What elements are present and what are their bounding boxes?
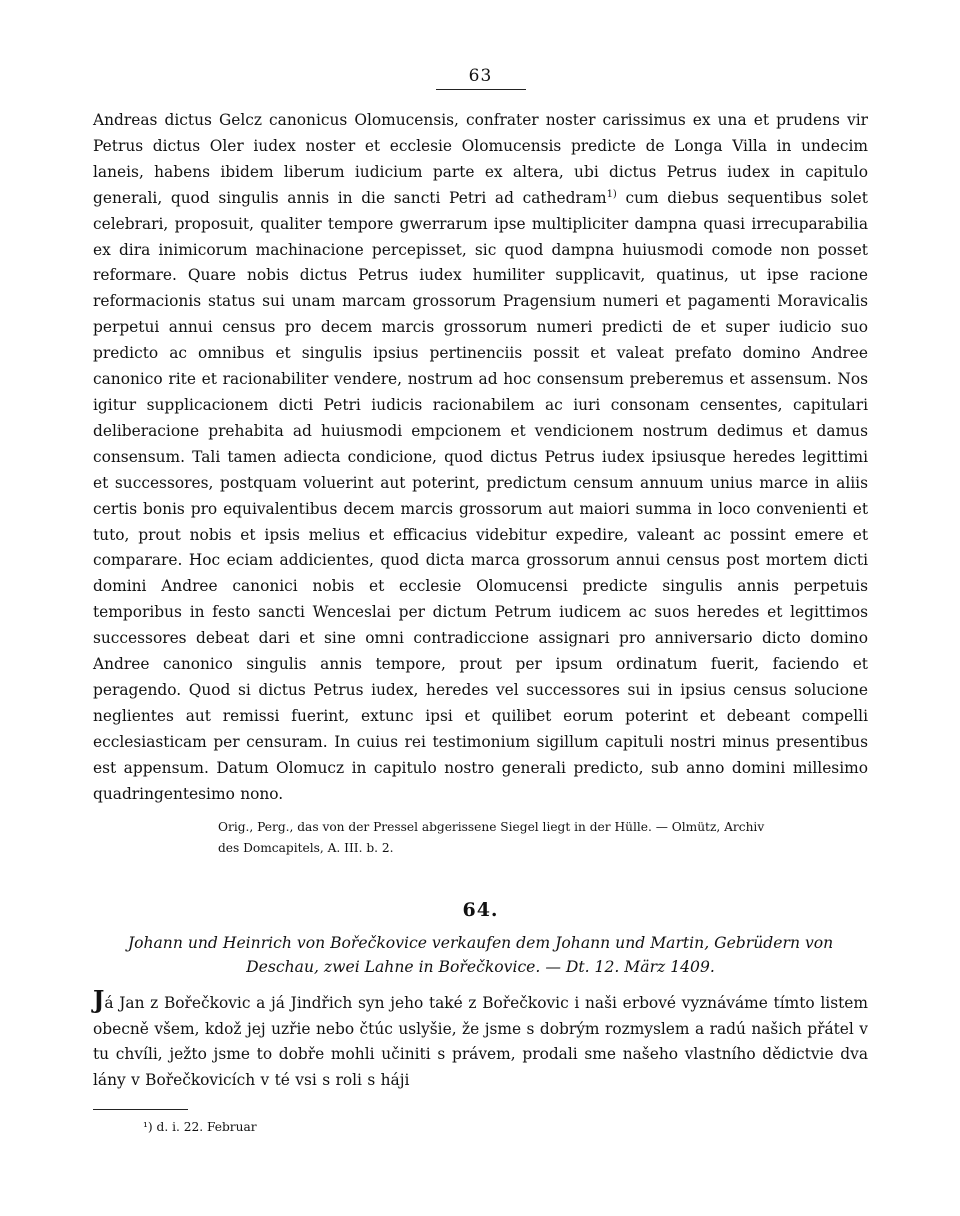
source-note-line-2: des Domcapitels, A. III. b. 2.	[218, 841, 394, 856]
document-page	[93, 66, 868, 1134]
regest-line-2: Deschau, zwei Lahne in Bořečkovice. — Dt. 12. März 1409.	[246, 958, 715, 977]
source-note	[218, 817, 868, 859]
footnote: ¹) d. i. 22. Februar	[143, 1120, 257, 1135]
text-part-2: cum diebus sequentibus solet celebrari, proposuit, qualiter tempore gwerrarum ipse multipliciter dampna quasi irrecuparabilia ex dira inimicorum machinacione percepisset, sic quod dampna huiusmodi comode non posset reformare. Quare nobis dictus Petrus iudex humiliter supplicavit, quatinus, ut ipse racione reformacionis status sui unam marcam grossorum Pragensium numeri et pagamenti Moravicalis perpetui annui census pro decem marcis grossorum numeri predicti de et super iudicio suo predicto ac omnibus et singulis ipsius pertinenciis possit et valeat prefato domino Andree canonico rite et racionabiliter vendere, nostrum ad hoc consensum preberemus et assensum. Nos igitur supplicacionem dicti Petri iudicis racionabilem ac iuri consonam censentes, capitulari deliberacione prehabita ad huiusmodi empcionem et vendicionem nostrum dedimus et damus consensum. Tali tamen adiecta condicione, quod dictus Petrus iudex ipsiusque heredes legittimi et successores, postquam voluerint aut poterint, predictum censum annuum unius marce in aliis certis bonis pro equivalentibus decem marcis grossorum aut maiori summa in loco convenienti et tuto, prout nobis et ipsis melius et efficacius videbitur expedire, valeant ac possint emere et comparare. Hoc eciam addicientes, quod dicta marca grossorum annui census post mortem dicti domini Andree canonici nobis et ecclesie Olomucensi predicte singulis annis perpetuis temporibus in festo sancti Wenceslai per dictum Petrum iudicem ac suos heredes et legittimos successores debeat dari et sine omni contradiccione assignari pro anniversario dicto domino Andree canonico singulis annis tempore, prout per ipsum ordinatum fuerit, faciendo et peragendo. Quod si dictus Petrus iudex, heredes vel successores sui in ipsius census solucione neglientes aut remissi fuerint, extunc ipsi et quilibet eorum poterint et debeant compelli ecclesiasticam per censuram. In cuius rei testimonium sigillum capituli nostri minus presentibus est appensum. Datum Olomucz in capitulo nostro generali predicto, sub anno domini millesimo quadringentesimo nono.	[93, 188, 868, 803]
charter-64-text	[93, 985, 868, 1093]
charter-63-text	[93, 108, 868, 807]
charter-paragraph	[93, 108, 868, 807]
czech-paragraph: á Jan z Bořečkovic a já Jindřich syn jeho také z Bořečkovic i naši erbové vyznáváme tímto listem obecně všem, kdož jej uzřie nebo čtúc uslyšie, že jsme s dobrým rozmyslem a radú našich přátel v tu chvíli, ježto jsme to dobře mohli učiniti s právem, prodali sme našeho vlastního dědictvie dva lány v Bořečkovicích v té vsi s roli s háji	[93, 994, 868, 1089]
source-note-line-1: Orig., Perg., das von der Pressel abgerissene Siegel liegt in der Hülle. — Olmütz, Archiv	[218, 820, 765, 835]
document-number: 64.	[462, 899, 499, 922]
initial-letter: J	[93, 985, 105, 1015]
footnote-divider	[93, 1109, 188, 1110]
footnote-marker: 1)	[606, 188, 617, 200]
regest-heading	[93, 931, 868, 979]
regest-line-1: Johann und Heinrich von Bořečkovice verkaufen dem Johann und Martin, Gebrüdern von	[127, 934, 834, 953]
text-part-1: Andreas dictus Gelcz canonicus Olomucensis, confrater noster carissimus ex una et prudens vir Petrus dictus Oler iudex noster et ecclesie Olomucensis predicte de Longa Villa in undecim laneis, habens ibidem liberum iudicium parte ex altera, ubi dictus Petrus iudex in capitulo generali, quod singulis annis in die sancti Petri ad cathedram	[93, 111, 868, 207]
page-number: 63	[436, 66, 526, 90]
